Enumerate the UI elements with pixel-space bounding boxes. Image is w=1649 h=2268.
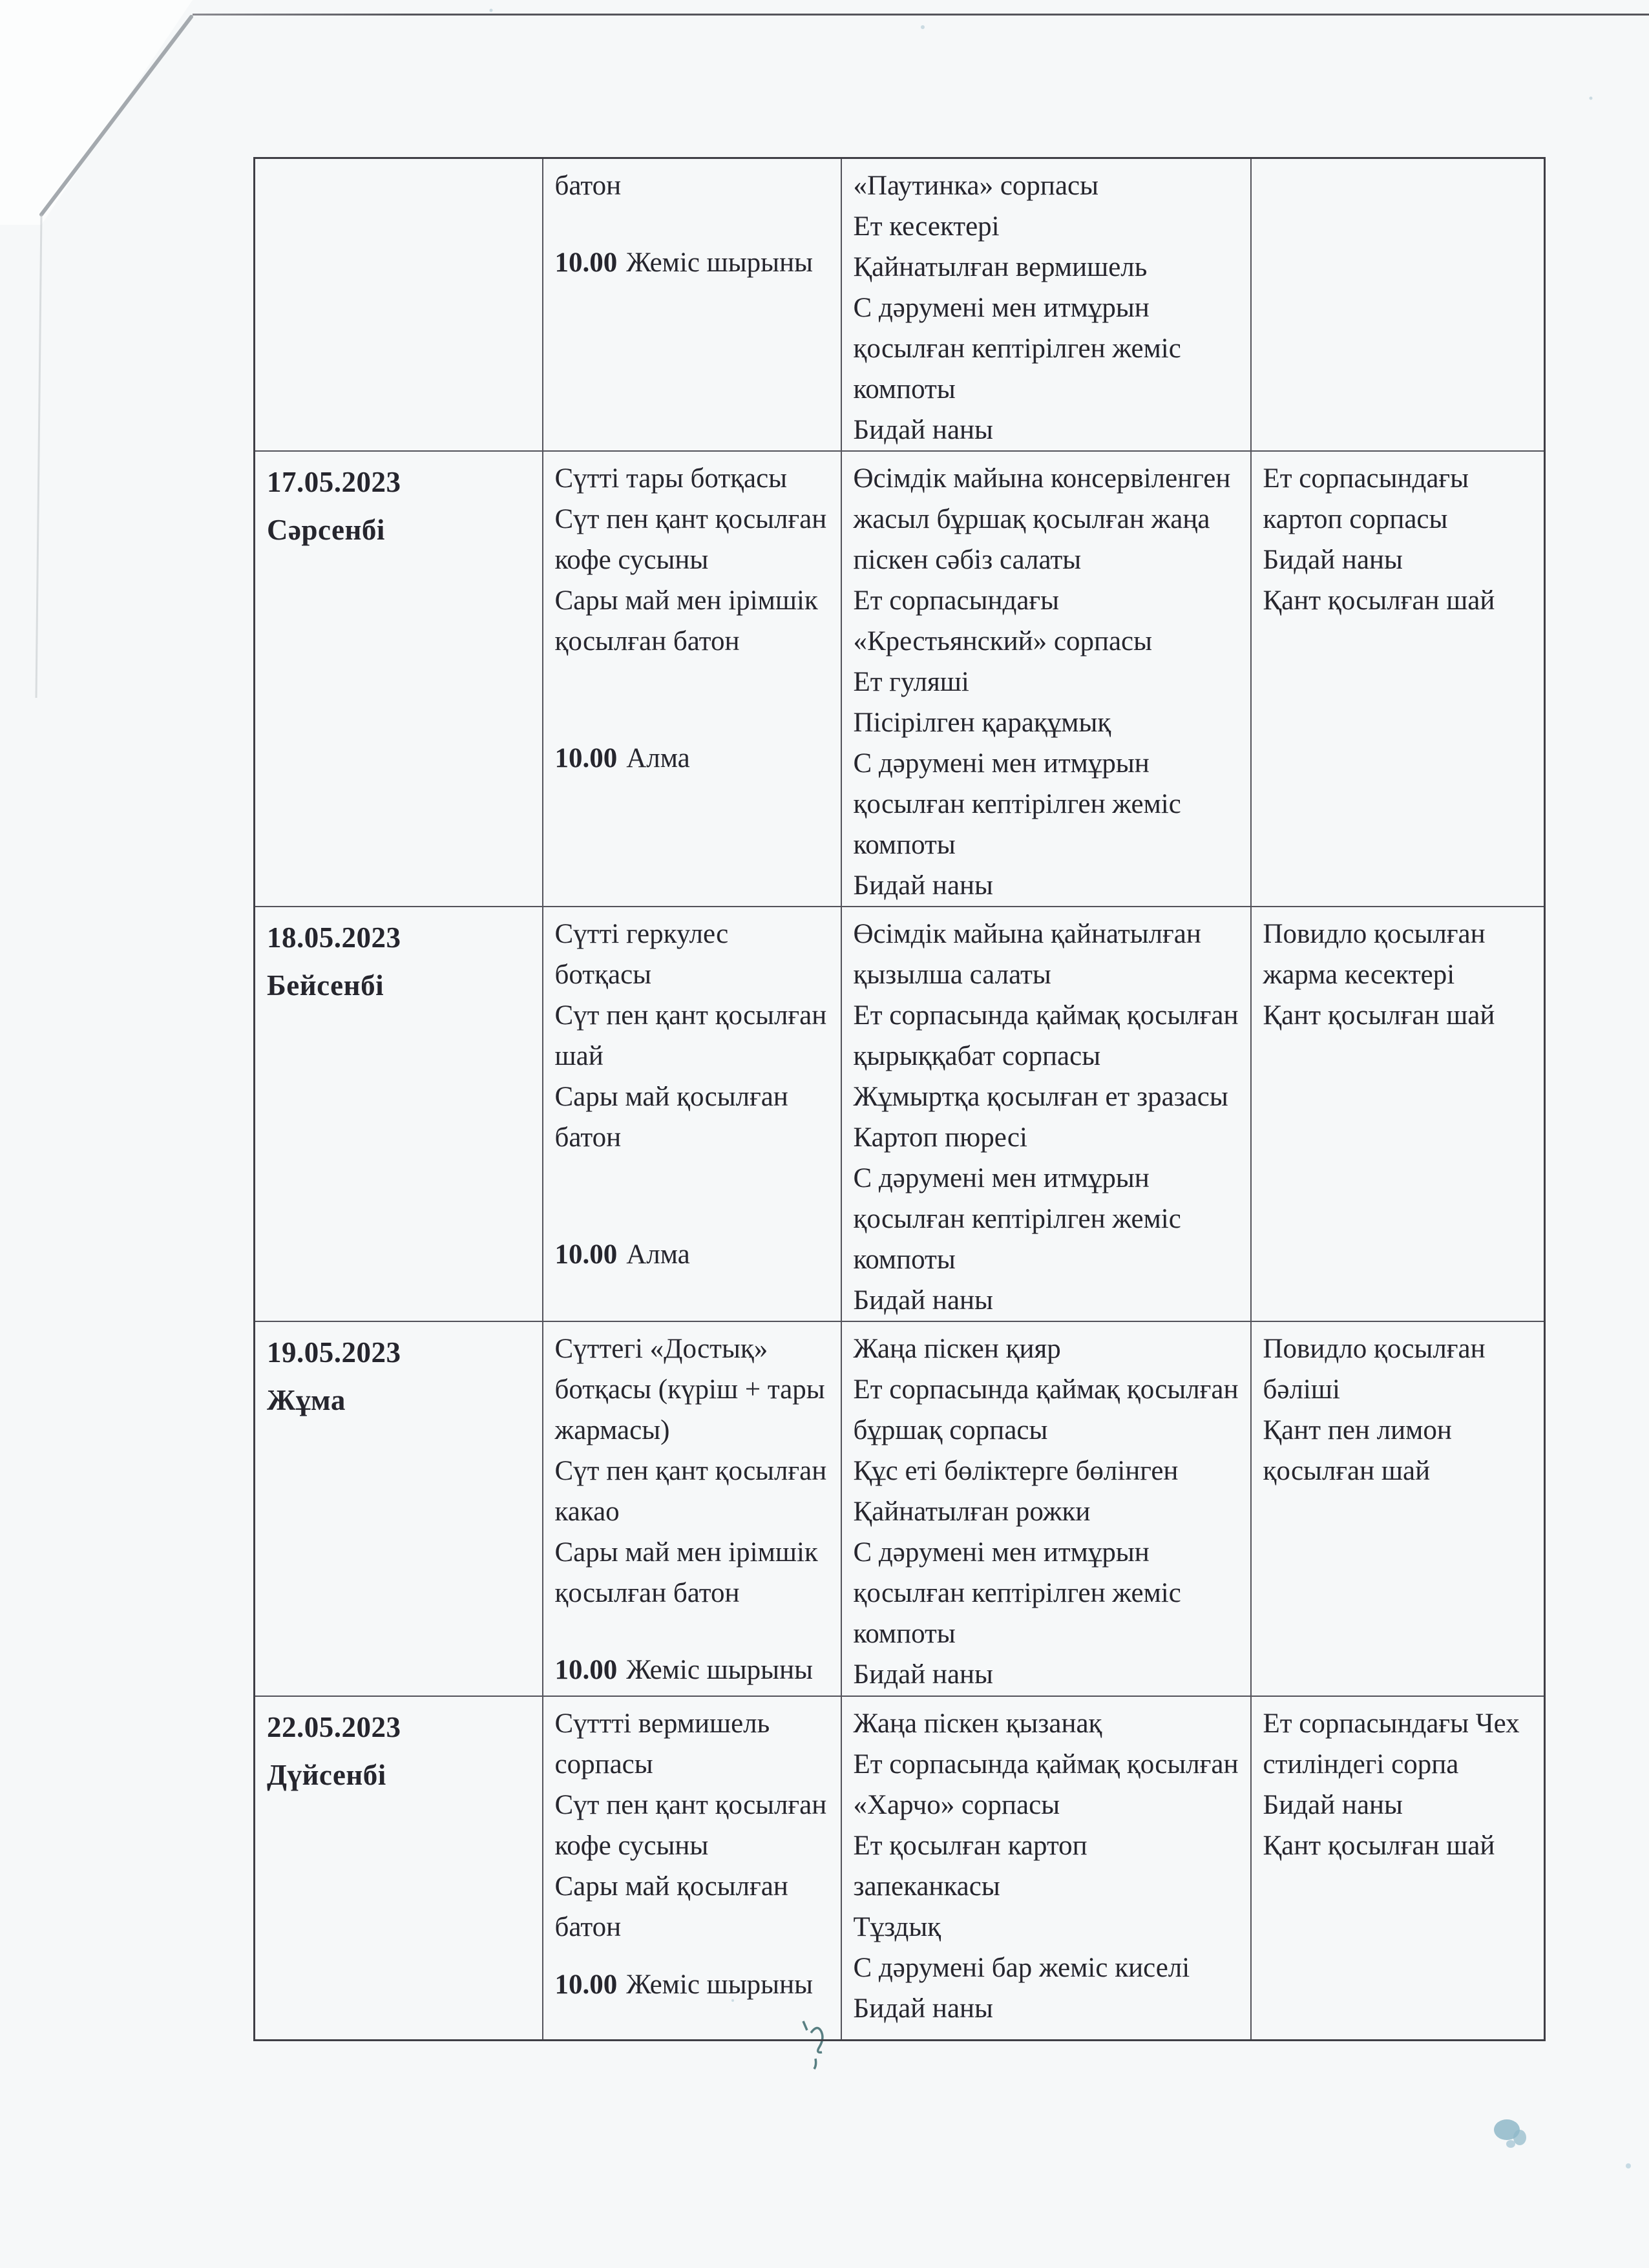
ink-smudge <box>1494 2119 1631 2168</box>
afternoon-item-list <box>1263 1703 1535 1866</box>
day-text: Дүйсенбі <box>267 1759 386 1791</box>
menu-item: Сүтті геркулес ботқасы <box>554 919 729 990</box>
snack-time: 10.00 <box>554 1969 618 2000</box>
snack-time: 10.00 <box>554 1239 618 1270</box>
snack-line <box>555 738 832 779</box>
menu-item: Қант қосылған шай <box>1263 1831 1495 1861</box>
paper-edge-line <box>36 215 41 698</box>
menu-item: Бидай наны <box>853 1285 993 1316</box>
afternoon-cell <box>1251 907 1545 1321</box>
lunch-item-list <box>854 165 1241 450</box>
menu-item: Повидло қосылған бәліші <box>1263 1334 1486 1405</box>
menu-item: С дәрумені бар жеміс киселі <box>853 1953 1190 1983</box>
menu-item: Қайнатылған вермишель <box>853 252 1148 282</box>
menu-item: Пісірілген қарақұмық <box>853 708 1111 738</box>
menu-item: Бидай наны <box>853 1993 993 2024</box>
snack-line <box>555 1234 832 1275</box>
menu-item: Ет сорпасындағы Чех стиліндегі сорпа <box>1263 1708 1520 1780</box>
afternoon-cell <box>1251 451 1545 907</box>
menu-item: Ет кесектері <box>853 211 1000 242</box>
date-cell <box>255 1321 543 1696</box>
afternoon-cell <box>1251 1696 1545 2040</box>
breakfast-item-list <box>555 914 832 1158</box>
date-text: 18.05.2023 <box>267 921 401 954</box>
menu-item: Сүттегі «Достық» ботқасы (күріш + тары жармасы) <box>554 1334 825 1445</box>
menu-item: С дәрумені мен итмұрын қосылған кептірілген жеміс компоты <box>853 1537 1181 1649</box>
afternoon-cell <box>1251 1321 1545 1696</box>
lunch-item-list <box>854 1328 1241 1695</box>
snack-time: 10.00 <box>554 247 618 278</box>
menu-item: Жаңа піскен қызанақ <box>853 1708 1102 1739</box>
date-cell <box>255 158 543 452</box>
menu-row <box>255 1321 1545 1696</box>
lunch-item-list <box>854 1703 1241 2029</box>
menu-item: Қайнатылған рожки <box>853 1496 1091 1527</box>
menu-item: Өсімдік майына қайнатылған қызылша салаты <box>853 919 1201 990</box>
menu-item: Жұмыртқа қосылған ет зразасы <box>853 1082 1228 1112</box>
breakfast-cell <box>543 1696 841 2040</box>
date-text: 19.05.2023 <box>267 1336 401 1369</box>
menu-item: С дәрумені мен итмұрын қосылған кептірілген жеміс компоты <box>853 293 1181 404</box>
menu-item: Құс еті бөліктерге бөлінген <box>853 1456 1179 1486</box>
day-text: Бейсенбі <box>267 969 384 1002</box>
day-text: Жұма <box>267 1384 346 1416</box>
menu-item: Сары май мен ірімшік қосылған батон <box>554 585 818 656</box>
menu-row <box>255 1696 1545 2040</box>
menu-item: Сары май қосылған батон <box>554 1082 788 1153</box>
day-text: Сәрсенбі <box>267 514 385 546</box>
breakfast-item-list <box>555 165 832 206</box>
menu-table <box>253 157 1546 2041</box>
afternoon-item-list <box>1263 458 1535 621</box>
menu-item: Ет сорпасындағы картоп сорпасы <box>1263 463 1469 534</box>
lunch-cell <box>841 1696 1251 2040</box>
menu-item: Бидай наны <box>1263 1790 1403 1820</box>
menu-item: С дәрумені мен итмұрын қосылған кептірілген жеміс компоты <box>853 748 1181 860</box>
menu-item: Тұздық <box>853 1912 941 1942</box>
menu-item: Ет қосылған картоп запеканкасы <box>853 1831 1087 1902</box>
menu-item: Повидло қосылған жарма кесектері <box>1263 919 1486 990</box>
breakfast-cell <box>543 158 841 452</box>
snack-time: 10.00 <box>554 743 618 773</box>
menu-item: Сүт пен қант қосылған шай <box>554 1000 827 1071</box>
date-cell <box>255 1696 543 2040</box>
menu-item: Сүтті тары ботқасы <box>554 463 788 494</box>
menu-item: батон <box>554 171 622 201</box>
snack-item: Жеміс шырыны <box>626 247 813 278</box>
snack-line <box>555 1964 832 2005</box>
menu-item: Картоп пюресі <box>853 1122 1027 1153</box>
menu-row <box>255 907 1545 1321</box>
lunch-cell <box>841 451 1251 907</box>
menu-item: Бидай наны <box>853 415 993 445</box>
menu-item: Бидай наны <box>1263 545 1403 575</box>
afternoon-item-list <box>1263 1328 1535 1491</box>
lunch-item-list <box>854 914 1241 1321</box>
breakfast-item-list <box>555 1328 832 1613</box>
menu-item: Ет сорпасында қаймақ қосылған қырыққабат сорпасы <box>853 1000 1239 1071</box>
snack-item: Жеміс шырыны <box>626 1655 813 1685</box>
date-text: 22.05.2023 <box>267 1711 401 1743</box>
menu-item: Жаңа піскен қияр <box>853 1334 1061 1364</box>
paper-fold-line <box>41 17 191 215</box>
menu-item: Ет гуляші <box>853 667 969 697</box>
date-cell <box>255 451 543 907</box>
breakfast-cell <box>543 451 841 907</box>
breakfast-item-list <box>555 458 832 662</box>
date-text: 17.05.2023 <box>267 466 401 498</box>
snack-item: Алма <box>626 1239 690 1270</box>
snack-time: 10.00 <box>554 1655 618 1685</box>
menu-row <box>255 158 1545 452</box>
afternoon-item-list <box>1263 914 1535 1036</box>
menu-row <box>255 451 1545 907</box>
menu-item: Бидай наны <box>853 1659 993 1690</box>
date-cell <box>255 907 543 1321</box>
snack-line <box>555 1650 832 1690</box>
lunch-cell <box>841 1321 1251 1696</box>
breakfast-cell <box>543 1321 841 1696</box>
menu-item: Қант қосылған шай <box>1263 585 1495 616</box>
snack-line <box>555 242 832 283</box>
menu-item: Сары май мен ірімшік қосылған батон <box>554 1537 818 1608</box>
snack-item: Жеміс шырыны <box>626 1969 813 2000</box>
menu-item: Қант қосылған шай <box>1263 1000 1495 1031</box>
menu-item: Қант пен лимон қосылған шай <box>1263 1415 1452 1486</box>
lunch-cell <box>841 907 1251 1321</box>
menu-item: Ет сорпасында қаймақ қосылған бұршақ сорпасы <box>853 1374 1239 1445</box>
menu-item: «Паутинка» сорпасы <box>853 171 1099 201</box>
menu-item: С дәрумені мен итмұрын қосылған кептірілген жеміс компоты <box>853 1163 1181 1275</box>
menu-item: Ет сорпасындағы «Крестьянский» сорпасы <box>853 585 1153 656</box>
menu-item: Сары май қосылған батон <box>554 1871 788 1942</box>
afternoon-cell <box>1251 158 1545 452</box>
menu-item: Өсімдік майына консервіленген жасыл бұршақ қосылған жаңа піскен сәбіз салаты <box>853 463 1231 575</box>
menu-item: Сүт пен қант қосылған кофе сусыны <box>554 504 827 575</box>
breakfast-cell <box>543 907 841 1321</box>
menu-item: Бидай наны <box>853 870 993 901</box>
breakfast-item-list <box>555 1703 832 1948</box>
menu-item: Сүт пен қант қосылған кофе сусыны <box>554 1790 827 1861</box>
snack-item: Алма <box>626 743 690 773</box>
menu-item: Сүттті вермишель сорпасы <box>554 1708 770 1780</box>
menu-item: Сүт пен қант қосылған какао <box>554 1456 827 1527</box>
lunch-cell <box>841 158 1251 452</box>
lunch-item-list <box>854 458 1241 906</box>
menu-item: Ет сорпасында қаймақ қосылған «Харчо» сорпасы <box>853 1749 1239 1820</box>
